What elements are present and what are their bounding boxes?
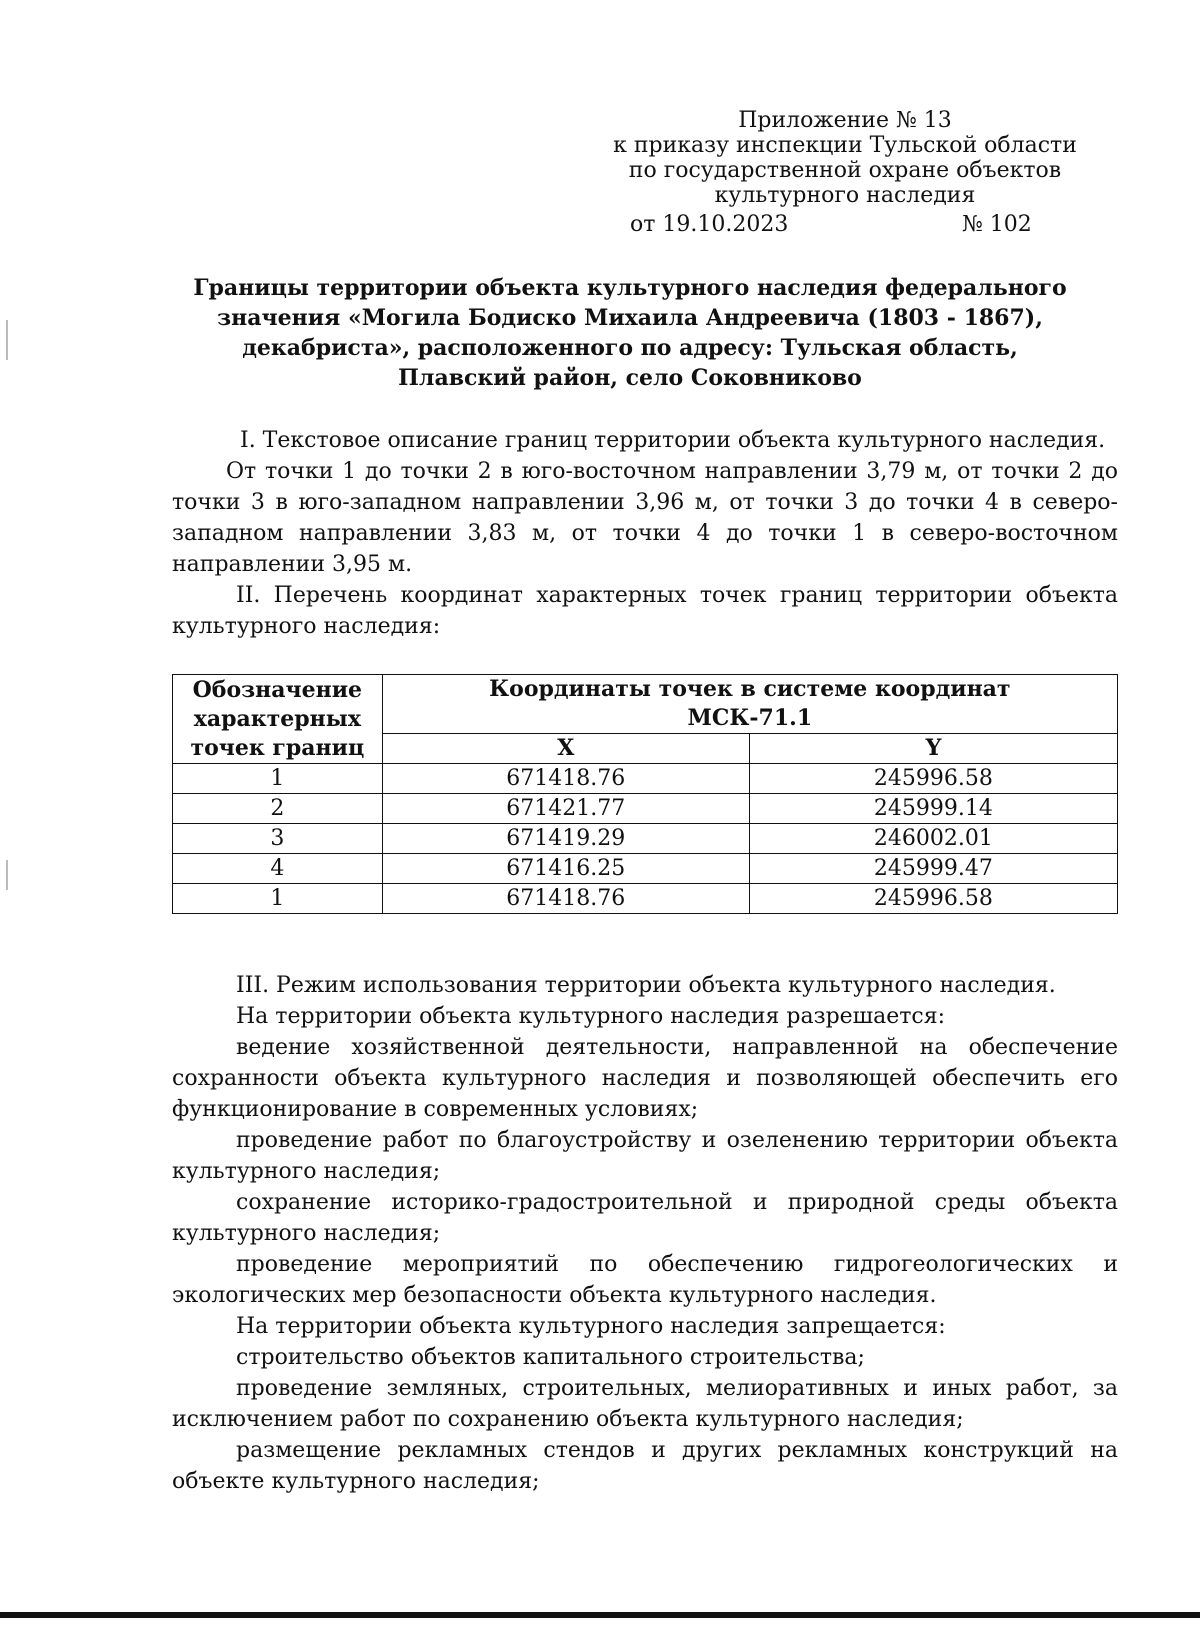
coords-header-line: МСК-71.1 [687,705,813,731]
forbidden-item: размещение рекламных стендов и других рекламных конструкций на объекте культурного наследия; [172,1438,1118,1494]
point-cell: 4 [173,854,383,884]
title-line: Границы территории объекта культурного наследия федерального [193,275,1067,301]
title-line: декабриста», расположенного по адресу: Тульская область, [242,335,1018,361]
section-1 [172,425,1118,642]
point-header-line: характерных [193,705,361,732]
forbidden-item: строительство объектов капитального строительства; [236,1345,865,1370]
appendix-number: Приложение № 13 [738,108,952,133]
table-row [173,764,1118,794]
section-1-text: От точки 1 до точки 2 в юго-восточном направлении 3,79 м, от точки 2 до точки 3 в юго-западном направлении 3,96 м, от точки 3 до точки 4 в северо-западном направлении 3,83 м, от точки 4 до точки 1 в северо-восточном направлении 3,95 м. [172,459,1118,577]
y-cell: 245999.47 [749,854,1117,884]
order-date: от 19.10.2023 [630,212,789,237]
x-cell: 671418.76 [382,764,749,794]
allowed-item: проведение мероприятий по обеспечению гидрогеологических и экологических мер безопасности объекта культурного наследия. [172,1252,1118,1308]
table-row [173,824,1118,854]
scan-artifact [6,860,8,890]
point-cell: 3 [173,824,383,854]
table-row [173,884,1118,914]
y-cell: 245996.58 [749,884,1117,914]
bottom-border [0,1612,1200,1618]
section-2-heading: II. Перечень координат характерных точек границ территории объекта культурного наследия: [172,583,1118,639]
x-cell: 671419.29 [382,824,749,854]
appendix-line: к приказу инспекции Тульской области [613,133,1077,158]
x-cell: 671418.76 [382,884,749,914]
forbidden-item: проведение земляных, строительных, мелиоративных и иных работ, за исключением работ по сохранению объекта культурного наследия; [172,1376,1118,1432]
section-1-heading: I. Текстовое описание границ территории объекта культурного наследия. [240,428,1106,453]
point-header-line: Обозначение [192,676,363,703]
section-3-heading: III. Режим использования территории объекта культурного наследия. [236,973,1056,998]
table-row [173,794,1118,824]
point-cell: 2 [173,794,383,824]
coordinates-table [172,674,1118,914]
allowed-item: проведение работ по благоустройству и озеленению территории объекта культурного наследия; [172,1128,1118,1184]
x-cell: 671416.25 [382,854,749,884]
appendix-line: по государственной охране объектов [628,158,1062,183]
title-line: значения «Могила Бодиско Михаила Андреевича (1803 - 1867), [217,305,1043,331]
point-cell: 1 [173,884,383,914]
point-header [173,675,383,764]
x-cell: 671421.77 [382,794,749,824]
section-3 [172,970,1118,1497]
allowed-item: сохранение историко-градостроительной и природной среды объекта культурного наследия; [172,1190,1118,1246]
table-row [173,854,1118,884]
allowed-intro: На территории объекта культурного наследия разрешается: [236,1004,946,1029]
forbidden-intro: На территории объекта культурного наследия запрещается: [236,1314,946,1339]
x-header: X [382,734,749,764]
y-header: Y [749,734,1117,764]
title-line: Плавский район, село Соковниково [398,365,862,391]
y-cell: 246002.01 [749,824,1117,854]
y-cell: 245999.14 [749,794,1117,824]
coords-header [382,675,1117,734]
y-cell: 245996.58 [749,764,1117,794]
document-title [190,273,1070,393]
appendix-header [600,108,1090,208]
order-number: № 102 [962,212,1032,237]
scan-artifact [6,320,8,360]
coords-header-line: Координаты точек в системе координат [489,676,1011,702]
point-header-line: точек границ [190,734,365,761]
allowed-item: ведение хозяйственной деятельности, направленной на обеспечение сохранности объекта культурного наследия и позволяющей обеспечить его функционирование в современных условиях; [172,1035,1118,1122]
appendix-line: культурного наследия [714,183,976,208]
point-cell: 1 [173,764,383,794]
